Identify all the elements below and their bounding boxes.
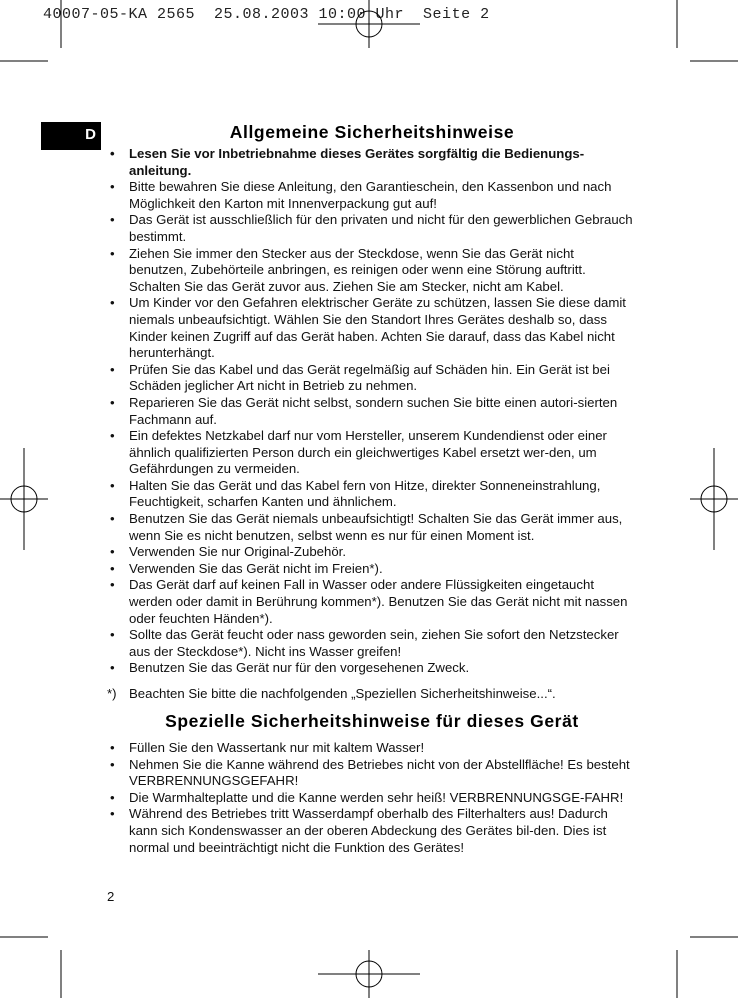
language-tab: D — [41, 122, 101, 150]
specific-safety-list — [107, 740, 634, 856]
list-item: • Ein defektes Netzkabel darf nur vom Hersteller, unserem Kundendienst oder einer ähnlich qualifizierten Person durch ein gleichwertiges Kabel ersetzt wer-den, um Gefährdungen zu vermeiden. — [107, 428, 634, 478]
list-item: • Um Kinder vor den Gefahren elektrischer Geräte zu schützen, lassen Sie diese damit niemals unbeaufsichtigt. Wählen Sie den Standort Ihres Gerätes deshalb so, dass Kinder keinen Zugriff auf das Gerät haben. Achten Sie darauf, dass das Kabel nicht herunterhängt. — [107, 295, 634, 361]
list-item: • Halten Sie das Gerät und das Kabel fern von Hitze, direkter Sonneneinstrahlung, Feuchtigkeit, scharfen Kanten und ähnlichem. — [107, 478, 634, 511]
list-item: • Das Gerät darf auf keinen Fall in Wasser oder andere Flüssigkeiten eingetaucht werden oder damit in Berührung kommen*). Benutzen Sie das Gerät nicht mit nassen oder feuchten Händen*). — [107, 577, 634, 627]
list-item: • Benutzen Sie das Gerät niemals unbeaufsichtigt! Schalten Sie das Gerät immer aus, wenn Sie es nicht benutzen, selbst wenn es nur für einen Moment ist. — [107, 511, 634, 544]
list-item: • Ziehen Sie immer den Stecker aus der Steckdose, wenn Sie das Gerät nicht benutzen, Zubehörteile anbringen, es reinigen oder wenn eine Störung auftritt. Schalten Sie das Gerät zuvor aus. Ziehen Sie am Stecker, nicht am Kabel. — [107, 246, 634, 296]
list-item: • Prüfen Sie das Kabel und das Gerät regelmäßig auf Schäden hin. Ein Gerät ist bei Schäden jeglicher Art nicht in Betrieb zu nehmen. — [107, 362, 634, 395]
list-item: • Bitte bewahren Sie diese Anleitung, den Garantieschein, den Kassenbon und nach Möglichkeit den Karton mit Innenverpackung gut auf! — [107, 179, 634, 212]
list-item: • Das Gerät ist ausschließlich für den privaten und nicht für den gewerblichen Gebrauch bestimmt. — [107, 212, 634, 245]
list-item: • Während des Betriebes tritt Wasserdampf oberhalb des Filterhalters aus! Dadurch kann sich Kondenswasser an der oberen Abdeckung des Gerätes bil-den. Dies ist normal und beeinträchtigt nicht die Funktion des Gerätes! — [107, 806, 634, 856]
list-item: • Verwenden Sie nur Original-Zubehör. — [107, 544, 634, 561]
section-title-general: Allgemeine Sicherheitshinweise — [229, 122, 515, 142]
footnote — [107, 686, 634, 703]
list-item: • Verwenden Sie das Gerät nicht im Freien*). — [107, 561, 634, 578]
list-item: • Lesen Sie vor Inbetriebnahme dieses Gerätes sorgfältig die Bedienungs-anleitung. — [107, 146, 634, 179]
print-header: 40007-05-KA 2565 25.08.2003 10:00 Uhr Seite 2 — [43, 6, 490, 23]
section-title-specific: Spezielle Sicherheitshinweise für dieses Gerät — [165, 711, 579, 731]
footnote-text: Beachten Sie bitte die nachfolgenden „Speziellen Sicherheitshinweise...“. — [129, 686, 556, 701]
list-item: • Die Warmhalteplatte und die Kanne werden sehr heiß! VERBRENNUNGSGE-FAHR! — [107, 790, 634, 807]
list-item: • Sollte das Gerät feucht oder nass geworden sein, ziehen Sie sofort den Netzstecker aus der Steckdose*). Nicht ins Wasser greifen! — [107, 627, 634, 660]
list-item: • Füllen Sie den Wassertank nur mit kaltem Wasser! — [107, 740, 634, 757]
list-item: • Benutzen Sie das Gerät nur für den vorgesehenen Zweck. — [107, 660, 634, 677]
list-item: • Nehmen Sie die Kanne während des Betriebes nicht von der Abstellfläche! Es besteht VERBRENNUNGSGEFAHR! — [107, 757, 634, 790]
list-item: • Reparieren Sie das Gerät nicht selbst, sondern suchen Sie bitte einen autori-sierten Fachmann auf. — [107, 395, 634, 428]
general-safety-list — [107, 146, 634, 677]
footnote-marker: *) — [107, 686, 117, 701]
page-number: 2 — [107, 889, 115, 904]
